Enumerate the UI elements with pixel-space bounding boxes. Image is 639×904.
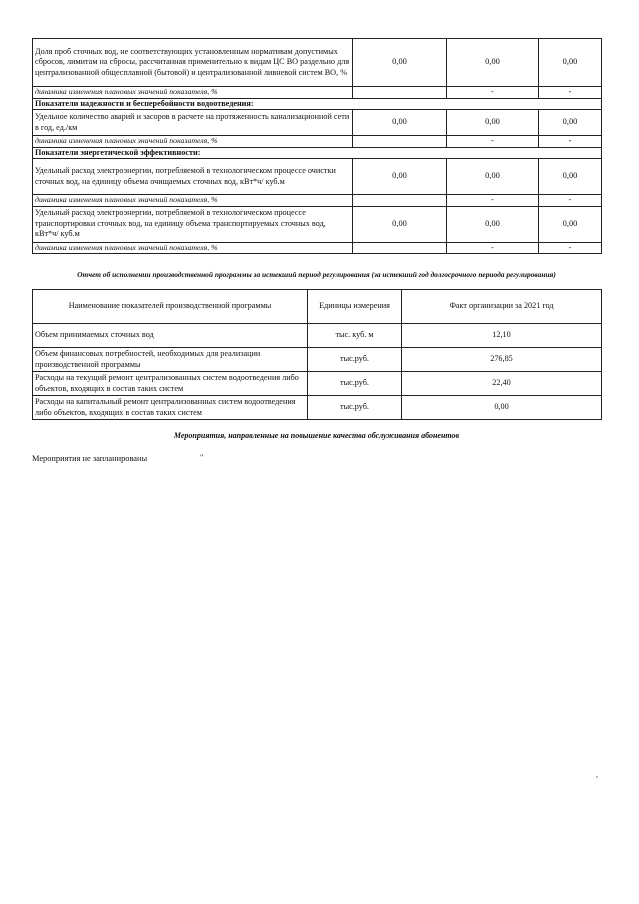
value-cell-2: 0,00	[447, 159, 539, 195]
header-units: Единицы измерения	[308, 290, 402, 324]
report-unit: тыс.руб.	[308, 396, 402, 420]
table-row-section	[33, 98, 602, 110]
value-cell-1: 0,00	[353, 39, 447, 87]
report-indicator-name: Расходы на капитальный ремонт централизованных систем водоотведения либо объектов, входящих в состав таких систем	[33, 396, 308, 420]
value-cell-2: -	[447, 136, 539, 148]
section-heading: Показатели энергетической эффективности:	[33, 147, 602, 159]
value-cell-2: 0,00	[447, 39, 539, 87]
value-cell-3: 0,00	[539, 159, 602, 195]
table-row-section	[33, 147, 602, 159]
value-cell-2: 0,00	[447, 110, 539, 136]
indicators-table-container	[32, 38, 601, 254]
report-table-body	[33, 324, 602, 420]
report-unit: тыс. куб. м	[308, 324, 402, 348]
indicator-label: Удельный расход электроэнергии, потребляемой в технологическом процессе транспортировки сточных вод, на единицу объема транспортируемых сточных вод, кВт*ч/ куб.м	[33, 206, 353, 242]
report-header-row	[33, 290, 602, 324]
report-indicator-name: Расходы на текущий ремонт централизованных систем водоотведения либо объектов, входящих в состав таких систем	[33, 372, 308, 396]
dynamics-label: динамика изменения плановых значений показателя, %	[33, 136, 353, 148]
table-row-data	[33, 39, 602, 87]
dynamics-label: динамика изменения плановых значений показателя, %	[33, 87, 353, 99]
indicator-label: Удельный расход электроэнергии, потребляемой в технологическом процессе очистки сточных вод, на единицу объема очищаемых сточных вод, кВт*ч/ куб.м	[33, 159, 353, 195]
table-row-data	[33, 110, 602, 136]
report-unit: тыс.руб.	[308, 348, 402, 372]
section-heading: Показатели надежности и бесперебойности водоотведения:	[33, 98, 602, 110]
value-cell-3: -	[539, 195, 602, 207]
report-row	[33, 324, 602, 348]
report-value: 0,00	[402, 396, 602, 420]
value-cell-1: 0,00	[353, 110, 447, 136]
indicators-table-body	[33, 39, 602, 254]
events-title: Мероприятия, направленные на повышение качества обслуживания абонентов	[173, 431, 460, 440]
header-indicator-name: Наименование показателей производственной программы	[33, 290, 308, 324]
events-text: Мероприятия не запланированы	[32, 454, 148, 463]
report-value: 12,10	[402, 324, 602, 348]
value-cell-2: -	[447, 242, 539, 254]
table-row-data	[33, 159, 602, 195]
report-title: Отчет об исполнении производственной программы за истекший период регулирования (за истекший год долгосрочного периода регулирования)	[77, 270, 556, 279]
value-cell-1	[353, 195, 447, 207]
report-row	[33, 396, 602, 420]
value-cell-2: -	[447, 195, 539, 207]
value-cell-3: 0,00	[539, 206, 602, 242]
value-cell-1: 0,00	[353, 206, 447, 242]
scan-speck	[596, 776, 598, 778]
scan-mark: "	[200, 453, 204, 462]
value-cell-3: -	[539, 87, 602, 99]
report-indicator-name: Объем финансовых потребностей, необходимых для реализации производственной программы	[33, 348, 308, 372]
table-row-dyn	[33, 87, 602, 99]
indicator-label: Доля проб сточных вод, не соответствующих установленным нормативам допустимых сбросов, лимитам на сбросы, рассчитанная применительно к видам ЦС ВО раздельно для централизованной общесплавной (бытовой) и централизованной ливневой систем ВО, %	[33, 39, 353, 87]
indicators-table	[32, 38, 602, 254]
value-cell-1	[353, 136, 447, 148]
value-cell-3: -	[539, 242, 602, 254]
dynamics-label: динамика изменения плановых значений показателя, %	[33, 242, 353, 254]
report-value: 22,40	[402, 372, 602, 396]
table-row-dyn	[33, 242, 602, 254]
table-row-data	[33, 206, 602, 242]
value-cell-3: 0,00	[539, 39, 602, 87]
dynamics-label: динамика изменения плановых значений показателя, %	[33, 195, 353, 207]
value-cell-1	[353, 242, 447, 254]
value-cell-1: 0,00	[353, 159, 447, 195]
table-row-dyn	[33, 136, 602, 148]
value-cell-2: 0,00	[447, 206, 539, 242]
value-cell-1	[353, 87, 447, 99]
report-row	[33, 348, 602, 372]
report-value: 276,85	[402, 348, 602, 372]
value-cell-3: 0,00	[539, 110, 602, 136]
report-unit: тыс.руб.	[308, 372, 402, 396]
value-cell-3: -	[539, 136, 602, 148]
report-row	[33, 372, 602, 396]
value-cell-2: -	[447, 87, 539, 99]
report-indicator-name: Объем принимаемых сточных вод	[33, 324, 308, 348]
indicator-label: Удельное количество аварий и засоров в расчете на протяженность канализационной сети в год, ед./км	[33, 110, 353, 136]
report-table	[32, 289, 602, 420]
header-fact-2021: Факт организации за 2021 год	[402, 290, 602, 324]
table-row-dyn	[33, 195, 602, 207]
